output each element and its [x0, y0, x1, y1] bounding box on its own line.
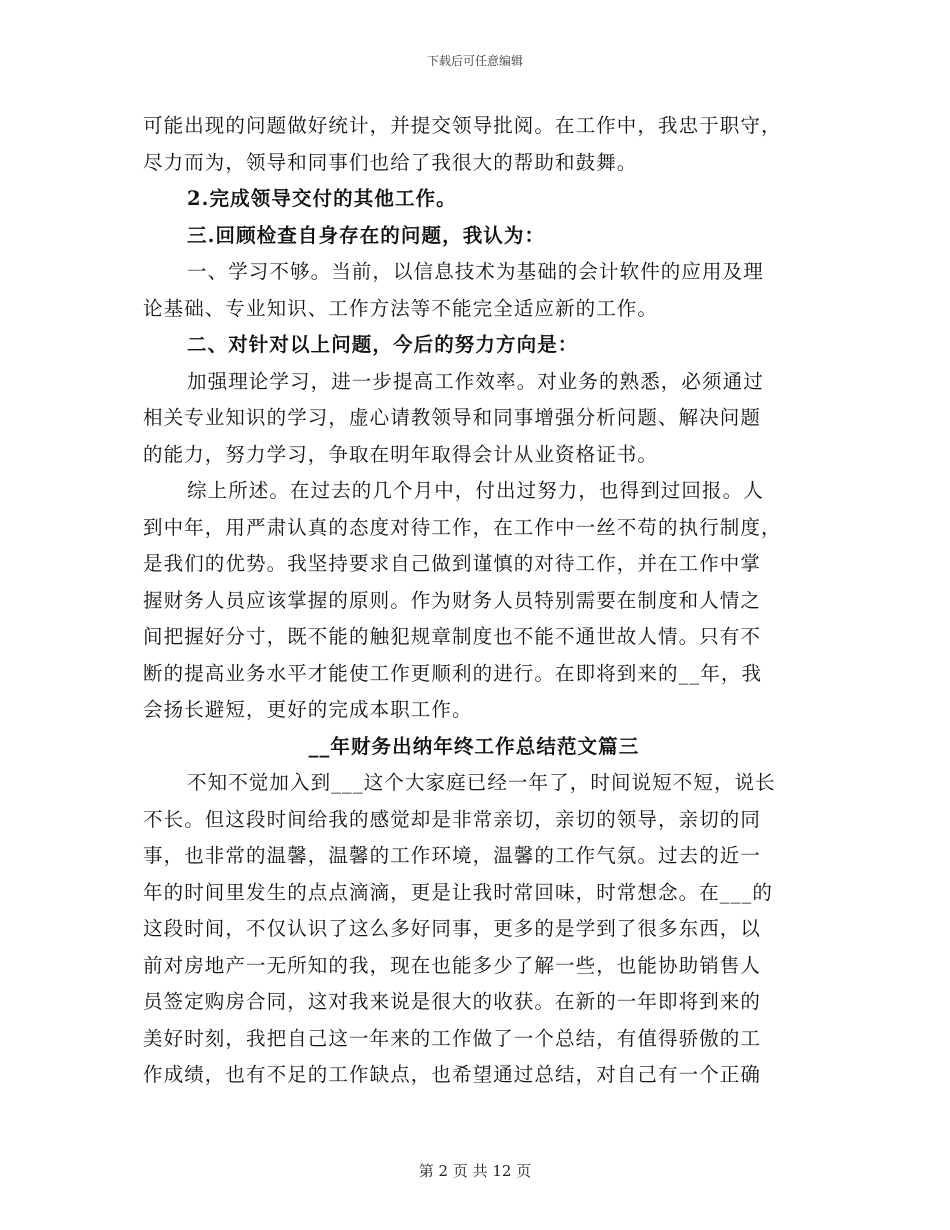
text-line: 前对房地产一无所知的我，现在也能多少了解一些，也能协助销售人 — [143, 953, 762, 977]
text-line: 一、学习不够。当前，以信息技术为基础的会计软件的应用及理 — [187, 260, 764, 283]
text-line: 论基础、专业知识、工作方法等不能完全适应新的工作。 — [143, 296, 659, 320]
page-footer: 第 2 页 共 12 页 — [418, 1162, 532, 1180]
text-line: 美好时刻，我把自己这一年来的工作做了一个总结，有值得骄傲的工 — [143, 1026, 762, 1050]
text-line: 年的时间里发生的点点滴滴，更是让我时常回味，时常想念。在___的 — [143, 880, 773, 904]
text-line: 握财务人员应该掌握的原则。作为财务人员特别需要在制度和人情之 — [143, 588, 762, 612]
text-line: 可能出现的问题做好统计，并提交领导批阅。在工作中，我忠于职守， — [143, 114, 782, 137]
text-line: 会扬长避短，更好的完成本职工作。 — [143, 698, 473, 721]
text-line: 这段时间，不仅认识了这么多好同事，更多的是学到了很多东西，以 — [143, 917, 762, 940]
text-line: __年财务出纳年终工作总结范文篇三 — [308, 734, 640, 758]
text-line: 的能力，努力学习，争取在明年取得会计从业资格证书。 — [143, 442, 659, 466]
text-line: 作成绩，也有不足的工作缺点，也希望通过总结，对自己有一个正确 — [143, 1063, 762, 1086]
text-line: 到中年，用严肃认真的态度对待工作，在工作中一丝不苟的执行制度， — [143, 515, 782, 539]
text-line: 二、对针对以上问题，今后的努力方向是： — [187, 333, 579, 356]
document-body — [143, 108, 805, 1094]
text-line: 断的提高业务水平才能使工作更顺利的进行。在即将到来的__年，我 — [143, 661, 763, 685]
text-line: 2.完成领导交付的其他工作。 — [187, 187, 457, 210]
text-line: 事，也非常的温馨，温馨的工作环境，温馨的工作气氛。过去的近一 — [143, 844, 762, 867]
text-line: 不知不觉加入到___这个大家庭已经一年了，时间说短不短，说长 — [187, 771, 776, 794]
text-line: 是我们的优势。我坚持要求自己做到谨慎的对待工作，并在工作中掌 — [143, 552, 762, 575]
text-line: 三.回顾检查自身存在的问题，我认为： — [187, 223, 546, 247]
text-line: 加强理论学习，进一步提高工作效率。对业务的熟悉，必须通过 — [187, 369, 764, 393]
text-line: 综上所述。在过去的几个月中，付出过努力，也得到过回报。人 — [187, 479, 764, 502]
page-header: 下载后可任意编辑 — [426, 54, 523, 68]
text-line: 不长。但这段时间给我的感觉却是非常亲切，亲切的领导，亲切的同 — [143, 807, 762, 831]
text-line: 尽力而为，领导和同事们也给了我很大的帮助和鼓舞。 — [143, 150, 638, 174]
text-line: 间把握好分寸，既不能的触犯规章制度也不能不通世故人情。只有不 — [143, 625, 762, 648]
text-line: 相关专业知识的学习，虚心请教领导和同事增强分析问题、解决问题 — [143, 406, 762, 429]
text-line: 员签定购房合同，这对我来说是很大的收获。在新的一年即将到来的 — [143, 990, 762, 1013]
